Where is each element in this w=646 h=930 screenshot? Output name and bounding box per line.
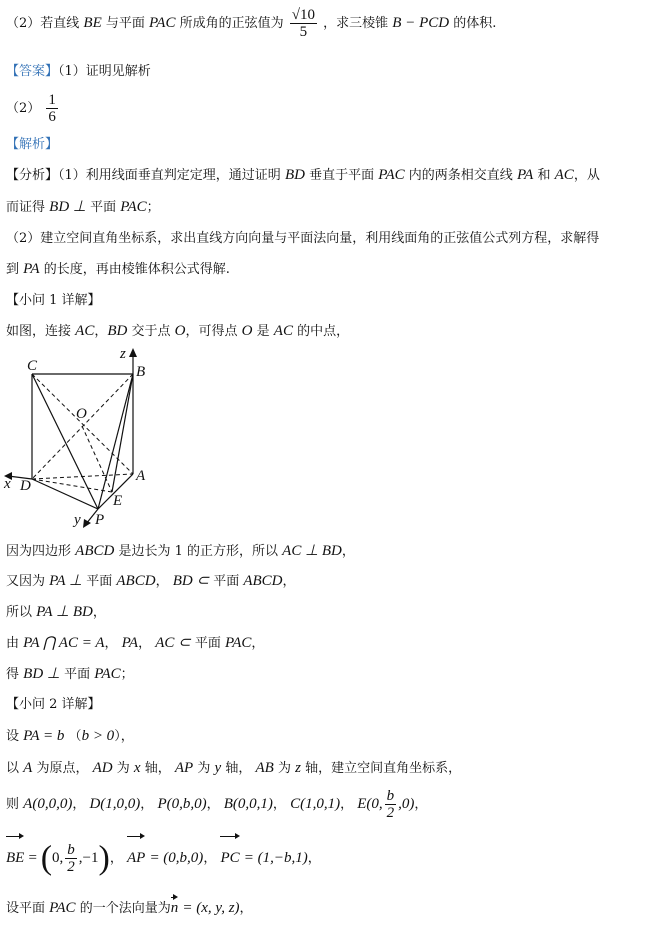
text: ，: [307, 851, 321, 866]
text: ，: [414, 797, 428, 812]
fraction-numerator: b: [386, 788, 395, 804]
math: PA: [516, 167, 534, 183]
text: （: [68, 729, 82, 744]
sub1-step-2: [6, 572, 296, 591]
text: 则: [6, 797, 20, 812]
fraction: [290, 7, 317, 40]
math: O: [174, 323, 186, 339]
text: ，: [239, 901, 253, 916]
math: PAC: [149, 15, 176, 31]
text: 到: [6, 262, 20, 277]
text: ，: [206, 797, 220, 812]
text: ，: [92, 605, 106, 620]
text: ，: [138, 636, 152, 651]
label-z: z: [120, 346, 126, 362]
sub2-normal-vector: [6, 899, 253, 918]
edge-CP: [32, 374, 98, 509]
text: 【分析】: [6, 168, 59, 183]
vector-PC: PC: [220, 838, 239, 878]
fraction: [385, 788, 397, 821]
text: 所成角的正弦值为: [179, 16, 284, 31]
text: 的中点，: [297, 324, 350, 339]
label-D: D: [20, 478, 31, 494]
math: PAC: [225, 635, 252, 651]
sub1-line-1: [6, 322, 349, 341]
sub2-line-3: [6, 785, 427, 824]
math: A(0,0,0): [23, 796, 73, 812]
edge-DE: [32, 479, 112, 492]
math: PAC: [120, 199, 147, 215]
text: ，: [341, 544, 355, 559]
text: 得: [6, 667, 20, 682]
math: ABCD: [116, 573, 156, 589]
text: 又因为: [6, 574, 46, 589]
label-B: B: [136, 364, 146, 380]
label-P: P: [95, 512, 105, 528]
text: （2）: [6, 101, 41, 116]
math: AC: [273, 323, 293, 339]
text: ，: [94, 324, 108, 339]
text: 的长度，再由棱锥体积公式得解.: [43, 262, 230, 277]
math: = (1,−b,1): [243, 850, 308, 866]
math: ,0): [398, 796, 415, 812]
z-arrow: [129, 348, 137, 357]
text: （2）若直线: [6, 16, 80, 31]
label-x: x: [4, 476, 11, 492]
text: ，求三棱锥: [323, 16, 389, 31]
text: 轴，: [225, 761, 252, 776]
math: =: [28, 850, 41, 866]
text: ，: [282, 574, 296, 589]
fraction-numerator: b: [67, 842, 75, 858]
edge-BE: [112, 374, 133, 492]
edge-BP: [98, 374, 133, 509]
text: （1）证明见解析: [58, 64, 151, 79]
text: 以: [6, 761, 20, 776]
fraction-denominator: 2: [386, 805, 395, 821]
math: PA: [121, 635, 139, 651]
math: BD ⊥: [49, 199, 86, 215]
text: 所以: [6, 605, 33, 620]
diag-CA: [32, 374, 133, 474]
label-C: C: [27, 358, 38, 374]
sub1-step-1: [6, 542, 355, 561]
fraction: [65, 842, 77, 875]
math: z: [295, 760, 301, 776]
fraction-numerator: √10: [291, 7, 315, 23]
math: y: [214, 760, 222, 776]
fraction-denominator: 6: [48, 109, 56, 125]
vector-BE: BE: [6, 838, 24, 878]
math: C(1,0,1): [290, 796, 341, 812]
label-A: A: [136, 468, 146, 484]
math: O: [241, 323, 253, 339]
text: 为原点，: [36, 761, 89, 776]
text: ，: [155, 574, 169, 589]
math: = (0,b,0): [149, 850, 204, 866]
math: E(0,: [357, 796, 383, 812]
text: 设: [6, 729, 20, 744]
text: 与平面: [105, 16, 145, 31]
sub1-step-3: [6, 603, 106, 622]
text: 为: [277, 761, 291, 776]
text: 是: [256, 324, 270, 339]
math: ,−1: [78, 850, 99, 866]
sub2-line-1: [6, 727, 134, 746]
label-E: E: [113, 493, 123, 509]
math: PAC: [378, 167, 405, 183]
text: 平面: [86, 574, 113, 589]
text: 轴，建立空间直角坐标系，: [305, 761, 462, 776]
text: ，: [272, 797, 286, 812]
math: ABCD: [243, 573, 283, 589]
math: PA ⊥: [49, 573, 83, 589]
sub2-line-2: [6, 759, 461, 778]
text: 内的两条相交直线: [408, 168, 513, 183]
fraction-denominator: 2: [67, 859, 75, 875]
math: BD ⊂: [172, 573, 210, 589]
text: 平面: [90, 200, 117, 215]
sub2-tag: 【小问 2 详解】: [6, 697, 101, 712]
math: BD: [284, 167, 305, 183]
vector-n: n: [170, 900, 179, 916]
text: 平面: [194, 636, 221, 651]
vector-AP: AP: [127, 838, 145, 878]
math: PA ⋂ AC = A: [23, 635, 105, 651]
math: B − PCD: [392, 15, 450, 31]
right-paren: ): [98, 839, 110, 877]
text: ；: [146, 200, 160, 215]
text: ，: [104, 636, 118, 651]
analysis-tag: 【解析】: [6, 137, 59, 152]
text: 的体积.: [453, 16, 497, 31]
text: 如图，连接: [6, 324, 72, 339]
text: 平面: [213, 574, 240, 589]
text: ，: [72, 797, 86, 812]
text: 而证得: [6, 200, 46, 215]
text: 交于点: [131, 324, 171, 339]
math: b > 0: [81, 728, 115, 744]
math: PA = b: [23, 728, 65, 744]
text: ，: [109, 851, 123, 866]
text: 为: [197, 761, 211, 776]
math: x: [133, 760, 141, 776]
text: 平面: [64, 667, 91, 682]
edge-OE: [82, 426, 112, 492]
math: AC: [554, 167, 574, 183]
fraction-numerator: 1: [48, 92, 56, 108]
fraction-denominator: 5: [299, 24, 308, 40]
text: 设平面: [6, 901, 46, 916]
text: 和: [537, 168, 551, 183]
analysis-line-3: （2）建立空间直角坐标系，求出直线方向向量与平面法向量，利用线面角的正弦值公式列方程，求解得: [6, 231, 600, 246]
math: AC ⊥ BD: [282, 543, 342, 559]
math: AC ⊂: [155, 635, 191, 651]
math: AB: [255, 760, 274, 776]
math: AP: [174, 760, 194, 776]
text: 为: [116, 761, 130, 776]
math: P(0,b,0): [157, 796, 207, 812]
text: ，从: [573, 168, 600, 183]
sub2-vectors: [6, 838, 321, 879]
text: ），: [114, 729, 134, 744]
math: D(1,0,0): [89, 796, 141, 812]
math: B(0,0,1): [223, 796, 273, 812]
math: BE: [83, 15, 102, 31]
math: A: [23, 760, 33, 776]
math: = (x, y, z): [182, 900, 240, 916]
label-O: O: [76, 406, 87, 422]
text: 是边长为 1 的正方形，所以: [118, 544, 279, 559]
math: 0,: [52, 850, 64, 866]
text: 垂直于平面: [309, 168, 375, 183]
text: 轴，: [144, 761, 171, 776]
text: ；: [120, 667, 134, 682]
answer-tag: 【答案】: [6, 64, 59, 79]
fraction: [46, 92, 58, 125]
label-y: y: [74, 512, 81, 528]
math: PAC: [49, 900, 76, 916]
y-arrow: [83, 519, 91, 528]
sub1-step-5: [6, 665, 134, 684]
analysis-line-2: [6, 198, 160, 217]
text: 的一个法向量为: [79, 901, 171, 916]
text: （1）利用线面垂直判定定理，通过证明: [58, 168, 281, 183]
analysis-line-1: [6, 166, 600, 185]
question-part2: [6, 6, 496, 41]
text: ，: [203, 851, 217, 866]
sub1-tag: 【小问 1 详解】: [6, 293, 101, 308]
math: AD: [92, 760, 113, 776]
geometry-figure: [0, 342, 170, 532]
left-paren: (: [40, 839, 53, 877]
text: 由: [6, 636, 20, 651]
answer-part2: [6, 92, 60, 126]
text: 因为四边形: [6, 544, 72, 559]
math: BD ⊥: [23, 666, 60, 682]
text: ，: [140, 797, 154, 812]
math: PAC: [94, 666, 121, 682]
text: ，可得点: [185, 324, 238, 339]
text: ，: [251, 636, 265, 651]
analysis-line-4: [6, 260, 230, 279]
math: PA ⊥ BD: [36, 604, 93, 620]
math: ABCD: [75, 543, 115, 559]
math: AC: [75, 323, 95, 339]
math: BD: [107, 323, 128, 339]
text: ，: [340, 797, 354, 812]
edge-DP: [32, 479, 98, 509]
answer-line: [6, 63, 151, 81]
math: PA: [23, 261, 40, 277]
sub1-step-4: [6, 634, 264, 653]
